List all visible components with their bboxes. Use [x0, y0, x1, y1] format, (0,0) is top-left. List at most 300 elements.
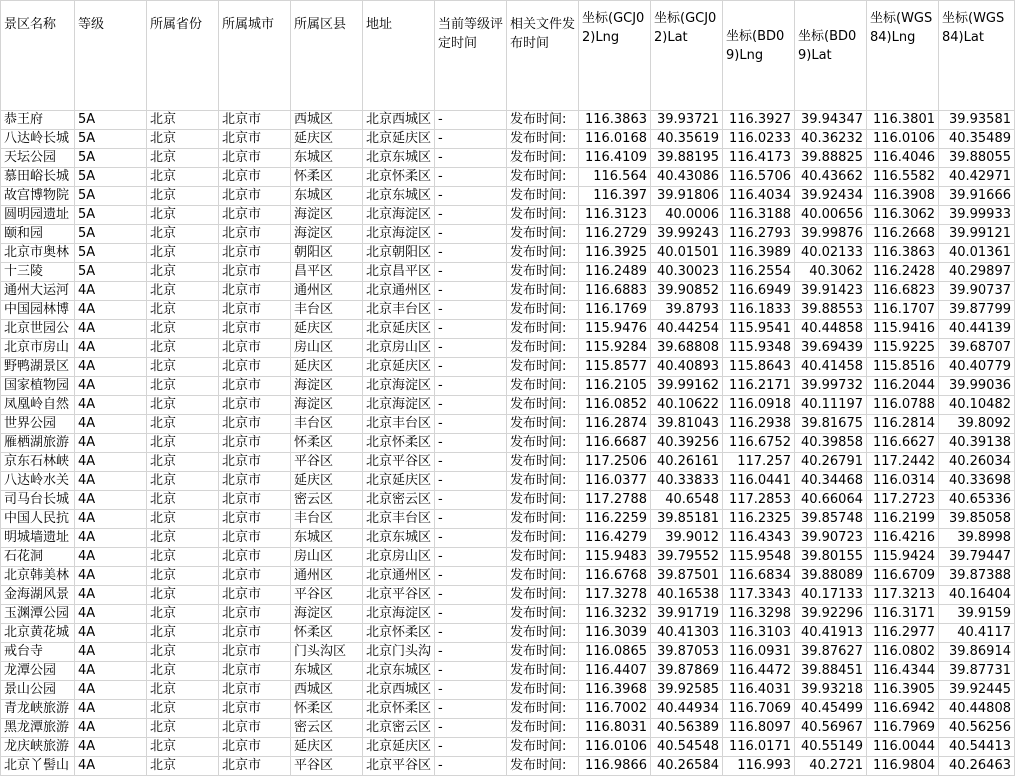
header-cell-wgs84-lng[interactable]: 坐标(WGS84)Lng: [867, 1, 939, 111]
cell-district[interactable]: 昌平区: [291, 263, 363, 282]
cell-rating-time[interactable]: -: [435, 681, 507, 700]
cell-name[interactable]: 龙庆峡旅游: [1, 738, 75, 757]
cell-gcj02-lat[interactable]: 39.93721: [651, 111, 723, 130]
cell-wgs84-lat[interactable]: 40.33698: [939, 472, 1015, 491]
cell-address[interactable]: 北京平谷区: [363, 453, 435, 472]
cell-city[interactable]: 北京市: [219, 187, 291, 206]
cell-wgs84-lat[interactable]: 40.44808: [939, 700, 1015, 719]
cell-district[interactable]: 怀柔区: [291, 168, 363, 187]
cell-gcj02-lat[interactable]: 40.54548: [651, 738, 723, 757]
cell-district[interactable]: 东城区: [291, 187, 363, 206]
cell-level[interactable]: 4A: [75, 377, 147, 396]
cell-rating-time[interactable]: -: [435, 738, 507, 757]
cell-gcj02-lng[interactable]: 115.9284: [579, 339, 651, 358]
cell-wgs84-lng[interactable]: 117.3213: [867, 586, 939, 605]
cell-bd09-lat[interactable]: 39.93218: [795, 681, 867, 700]
cell-city[interactable]: 北京市: [219, 339, 291, 358]
cell-publish-time[interactable]: 发布时间:: [507, 453, 579, 472]
cell-wgs84-lat[interactable]: 40.35489: [939, 130, 1015, 149]
cell-name[interactable]: 北京市奥林: [1, 244, 75, 263]
cell-rating-time[interactable]: -: [435, 358, 507, 377]
cell-bd09-lng[interactable]: 117.257: [723, 453, 795, 472]
cell-province[interactable]: 北京: [147, 415, 219, 434]
cell-province[interactable]: 北京: [147, 130, 219, 149]
cell-publish-time[interactable]: 发布时间:: [507, 225, 579, 244]
cell-wgs84-lat[interactable]: 40.44139: [939, 320, 1015, 339]
cell-city[interactable]: 北京市: [219, 624, 291, 643]
cell-publish-time[interactable]: 发布时间:: [507, 643, 579, 662]
cell-wgs84-lng[interactable]: 116.3863: [867, 244, 939, 263]
cell-rating-time[interactable]: -: [435, 111, 507, 130]
header-cell-gcj02-lng[interactable]: 坐标(GCJ02)Lng: [579, 1, 651, 111]
cell-name[interactable]: 八达岭水关: [1, 472, 75, 491]
cell-name[interactable]: 雁栖湖旅游: [1, 434, 75, 453]
cell-name[interactable]: 北京丫髻山: [1, 757, 75, 776]
cell-bd09-lng[interactable]: 116.0171: [723, 738, 795, 757]
cell-province[interactable]: 北京: [147, 662, 219, 681]
cell-publish-time[interactable]: 发布时间:: [507, 757, 579, 776]
cell-bd09-lng[interactable]: 116.2938: [723, 415, 795, 434]
cell-gcj02-lng[interactable]: 116.564: [579, 168, 651, 187]
cell-rating-time[interactable]: -: [435, 643, 507, 662]
cell-wgs84-lng[interactable]: 115.9424: [867, 548, 939, 567]
cell-publish-time[interactable]: 发布时间:: [507, 301, 579, 320]
cell-wgs84-lng[interactable]: 116.3908: [867, 187, 939, 206]
cell-rating-time[interactable]: -: [435, 586, 507, 605]
cell-address[interactable]: 北京门头沟: [363, 643, 435, 662]
cell-gcj02-lng[interactable]: 116.3232: [579, 605, 651, 624]
header-cell-district[interactable]: 所属区县: [291, 1, 363, 111]
cell-bd09-lng[interactable]: 116.2171: [723, 377, 795, 396]
cell-level[interactable]: 4A: [75, 396, 147, 415]
cell-gcj02-lng[interactable]: 116.2489: [579, 263, 651, 282]
cell-bd09-lng[interactable]: 115.9348: [723, 339, 795, 358]
cell-district[interactable]: 海淀区: [291, 225, 363, 244]
cell-district[interactable]: 通州区: [291, 282, 363, 301]
header-cell-level[interactable]: 等级: [75, 1, 147, 111]
cell-gcj02-lat[interactable]: 39.92585: [651, 681, 723, 700]
cell-level[interactable]: 4A: [75, 567, 147, 586]
cell-wgs84-lat[interactable]: 39.90737: [939, 282, 1015, 301]
cell-bd09-lng[interactable]: 116.993: [723, 757, 795, 776]
cell-bd09-lat[interactable]: 40.43662: [795, 168, 867, 187]
cell-province[interactable]: 北京: [147, 757, 219, 776]
cell-gcj02-lng[interactable]: 117.3278: [579, 586, 651, 605]
cell-province[interactable]: 北京: [147, 168, 219, 187]
cell-rating-time[interactable]: -: [435, 282, 507, 301]
cell-bd09-lat[interactable]: 39.88089: [795, 567, 867, 586]
cell-rating-time[interactable]: -: [435, 339, 507, 358]
cell-publish-time[interactable]: 发布时间:: [507, 263, 579, 282]
cell-district[interactable]: 延庆区: [291, 472, 363, 491]
cell-publish-time[interactable]: 发布时间:: [507, 510, 579, 529]
cell-name[interactable]: 龙潭公园: [1, 662, 75, 681]
cell-name[interactable]: 司马台长城: [1, 491, 75, 510]
cell-gcj02-lat[interactable]: 40.40893: [651, 358, 723, 377]
cell-bd09-lat[interactable]: 40.41458: [795, 358, 867, 377]
cell-wgs84-lng[interactable]: 116.4344: [867, 662, 939, 681]
cell-name[interactable]: 颐和园: [1, 225, 75, 244]
cell-bd09-lng[interactable]: 116.6752: [723, 434, 795, 453]
cell-publish-time[interactable]: 发布时间:: [507, 206, 579, 225]
cell-address[interactable]: 北京西城区: [363, 111, 435, 130]
cell-wgs84-lat[interactable]: 39.87388: [939, 567, 1015, 586]
cell-publish-time[interactable]: 发布时间:: [507, 491, 579, 510]
cell-gcj02-lng[interactable]: 116.3863: [579, 111, 651, 130]
cell-city[interactable]: 北京市: [219, 396, 291, 415]
cell-province[interactable]: 北京: [147, 434, 219, 453]
cell-name[interactable]: 京东石林峡: [1, 453, 75, 472]
cell-bd09-lng[interactable]: 116.4034: [723, 187, 795, 206]
cell-province[interactable]: 北京: [147, 738, 219, 757]
cell-publish-time[interactable]: 发布时间:: [507, 111, 579, 130]
cell-level[interactable]: 4A: [75, 358, 147, 377]
cell-wgs84-lat[interactable]: 39.79447: [939, 548, 1015, 567]
header-cell-rating-time[interactable]: 当前等级评定时间: [435, 1, 507, 111]
cell-district[interactable]: 延庆区: [291, 130, 363, 149]
cell-publish-time[interactable]: 发布时间:: [507, 358, 579, 377]
cell-publish-time[interactable]: 发布时间:: [507, 282, 579, 301]
cell-wgs84-lat[interactable]: 39.99036: [939, 377, 1015, 396]
cell-gcj02-lat[interactable]: 39.68808: [651, 339, 723, 358]
cell-province[interactable]: 北京: [147, 244, 219, 263]
cell-wgs84-lng[interactable]: 117.2723: [867, 491, 939, 510]
cell-name[interactable]: 北京市房山: [1, 339, 75, 358]
cell-province[interactable]: 北京: [147, 111, 219, 130]
cell-gcj02-lat[interactable]: 40.16538: [651, 586, 723, 605]
cell-district[interactable]: 东城区: [291, 662, 363, 681]
cell-publish-time[interactable]: 发布时间:: [507, 339, 579, 358]
cell-gcj02-lng[interactable]: 116.0106: [579, 738, 651, 757]
header-cell-wgs84-lat[interactable]: 坐标(WGS84)Lat: [939, 1, 1015, 111]
cell-bd09-lng[interactable]: 117.2853: [723, 491, 795, 510]
cell-district[interactable]: 延庆区: [291, 358, 363, 377]
cell-wgs84-lng[interactable]: 116.3062: [867, 206, 939, 225]
cell-name[interactable]: 通州大运河: [1, 282, 75, 301]
cell-gcj02-lng[interactable]: 116.2259: [579, 510, 651, 529]
cell-bd09-lng[interactable]: 116.1833: [723, 301, 795, 320]
cell-gcj02-lat[interactable]: 39.90852: [651, 282, 723, 301]
cell-city[interactable]: 北京市: [219, 700, 291, 719]
cell-district[interactable]: 西城区: [291, 681, 363, 700]
cell-rating-time[interactable]: -: [435, 700, 507, 719]
cell-address[interactable]: 北京海淀区: [363, 605, 435, 624]
cell-address[interactable]: 北京房山区: [363, 339, 435, 358]
cell-wgs84-lng[interactable]: 116.1707: [867, 301, 939, 320]
cell-gcj02-lat[interactable]: 40.10622: [651, 396, 723, 415]
cell-level[interactable]: 5A: [75, 244, 147, 263]
cell-bd09-lng[interactable]: 116.8097: [723, 719, 795, 738]
cell-rating-time[interactable]: -: [435, 605, 507, 624]
cell-wgs84-lat[interactable]: 39.68707: [939, 339, 1015, 358]
cell-bd09-lat[interactable]: 39.92434: [795, 187, 867, 206]
cell-wgs84-lng[interactable]: 116.3905: [867, 681, 939, 700]
cell-district[interactable]: 密云区: [291, 491, 363, 510]
cell-gcj02-lat[interactable]: 40.33833: [651, 472, 723, 491]
cell-wgs84-lat[interactable]: 40.54413: [939, 738, 1015, 757]
cell-city[interactable]: 北京市: [219, 548, 291, 567]
cell-gcj02-lat[interactable]: 39.91719: [651, 605, 723, 624]
cell-name[interactable]: 八达岭长城: [1, 130, 75, 149]
cell-province[interactable]: 北京: [147, 624, 219, 643]
cell-city[interactable]: 北京市: [219, 244, 291, 263]
header-cell-bd09-lng[interactable]: 坐标(BD09)Lng: [723, 1, 795, 111]
cell-name[interactable]: 北京世园公: [1, 320, 75, 339]
cell-address[interactable]: 北京昌平区: [363, 263, 435, 282]
cell-wgs84-lat[interactable]: 40.10482: [939, 396, 1015, 415]
cell-rating-time[interactable]: -: [435, 567, 507, 586]
cell-bd09-lng[interactable]: 116.0233: [723, 130, 795, 149]
cell-name[interactable]: 青龙峡旅游: [1, 700, 75, 719]
cell-level[interactable]: 4A: [75, 434, 147, 453]
cell-district[interactable]: 海淀区: [291, 605, 363, 624]
cell-bd09-lng[interactable]: 116.6834: [723, 567, 795, 586]
cell-province[interactable]: 北京: [147, 206, 219, 225]
cell-city[interactable]: 北京市: [219, 130, 291, 149]
cell-level[interactable]: 4A: [75, 719, 147, 738]
cell-rating-time[interactable]: -: [435, 510, 507, 529]
cell-bd09-lat[interactable]: 39.85748: [795, 510, 867, 529]
cell-address[interactable]: 北京丰台区: [363, 510, 435, 529]
cell-district[interactable]: 通州区: [291, 567, 363, 586]
cell-district[interactable]: 怀柔区: [291, 700, 363, 719]
cell-bd09-lat[interactable]: 39.81675: [795, 415, 867, 434]
cell-province[interactable]: 北京: [147, 567, 219, 586]
cell-rating-time[interactable]: -: [435, 263, 507, 282]
cell-address[interactable]: 北京通州区: [363, 567, 435, 586]
cell-publish-time[interactable]: 发布时间:: [507, 130, 579, 149]
cell-gcj02-lng[interactable]: 116.0865: [579, 643, 651, 662]
cell-province[interactable]: 北京: [147, 548, 219, 567]
cell-name[interactable]: 景山公园: [1, 681, 75, 700]
cell-address[interactable]: 北京通州区: [363, 282, 435, 301]
cell-wgs84-lat[interactable]: 39.8998: [939, 529, 1015, 548]
cell-city[interactable]: 北京市: [219, 529, 291, 548]
cell-publish-time[interactable]: 发布时间:: [507, 567, 579, 586]
cell-province[interactable]: 北京: [147, 263, 219, 282]
cell-level[interactable]: 4A: [75, 415, 147, 434]
cell-gcj02-lat[interactable]: 40.26161: [651, 453, 723, 472]
cell-level[interactable]: 4A: [75, 624, 147, 643]
cell-district[interactable]: 延庆区: [291, 320, 363, 339]
cell-city[interactable]: 北京市: [219, 320, 291, 339]
cell-rating-time[interactable]: -: [435, 415, 507, 434]
cell-wgs84-lat[interactable]: 40.56256: [939, 719, 1015, 738]
cell-bd09-lat[interactable]: 39.99876: [795, 225, 867, 244]
cell-city[interactable]: 北京市: [219, 358, 291, 377]
cell-bd09-lng[interactable]: 116.3103: [723, 624, 795, 643]
cell-address[interactable]: 北京海淀区: [363, 377, 435, 396]
cell-wgs84-lat[interactable]: 39.8092: [939, 415, 1015, 434]
cell-bd09-lat[interactable]: 39.80155: [795, 548, 867, 567]
cell-province[interactable]: 北京: [147, 472, 219, 491]
header-cell-city[interactable]: 所属城市: [219, 1, 291, 111]
cell-rating-time[interactable]: -: [435, 149, 507, 168]
cell-bd09-lng[interactable]: 116.3298: [723, 605, 795, 624]
cell-address[interactable]: 北京海淀区: [363, 225, 435, 244]
cell-level[interactable]: 4A: [75, 491, 147, 510]
cell-bd09-lng[interactable]: 116.2325: [723, 510, 795, 529]
cell-bd09-lat[interactable]: 39.94347: [795, 111, 867, 130]
cell-rating-time[interactable]: -: [435, 491, 507, 510]
cell-gcj02-lat[interactable]: 39.85181: [651, 510, 723, 529]
cell-gcj02-lat[interactable]: 39.9012: [651, 529, 723, 548]
cell-address[interactable]: 北京海淀区: [363, 206, 435, 225]
cell-level[interactable]: 4A: [75, 662, 147, 681]
cell-level[interactable]: 5A: [75, 111, 147, 130]
cell-level[interactable]: 4A: [75, 681, 147, 700]
cell-wgs84-lng[interactable]: 116.0802: [867, 643, 939, 662]
cell-province[interactable]: 北京: [147, 282, 219, 301]
cell-publish-time[interactable]: 发布时间:: [507, 738, 579, 757]
cell-wgs84-lng[interactable]: 116.0106: [867, 130, 939, 149]
cell-name[interactable]: 世界公园: [1, 415, 75, 434]
cell-address[interactable]: 北京延庆区: [363, 358, 435, 377]
header-cell-publish-time[interactable]: 相关文件发布时间: [507, 1, 579, 111]
cell-gcj02-lng[interactable]: 116.3123: [579, 206, 651, 225]
cell-address[interactable]: 北京密云区: [363, 719, 435, 738]
cell-bd09-lat[interactable]: 39.91423: [795, 282, 867, 301]
cell-wgs84-lat[interactable]: 39.87731: [939, 662, 1015, 681]
cell-province[interactable]: 北京: [147, 586, 219, 605]
cell-level[interactable]: 5A: [75, 149, 147, 168]
cell-publish-time[interactable]: 发布时间:: [507, 244, 579, 263]
cell-wgs84-lat[interactable]: 40.01361: [939, 244, 1015, 263]
cell-gcj02-lat[interactable]: 39.8793: [651, 301, 723, 320]
cell-address[interactable]: 北京平谷区: [363, 586, 435, 605]
cell-gcj02-lng[interactable]: 117.2506: [579, 453, 651, 472]
cell-gcj02-lat[interactable]: 39.99243: [651, 225, 723, 244]
cell-province[interactable]: 北京: [147, 225, 219, 244]
cell-city[interactable]: 北京市: [219, 111, 291, 130]
cell-address[interactable]: 北京怀柔区: [363, 700, 435, 719]
cell-name[interactable]: 金海湖风景: [1, 586, 75, 605]
cell-rating-time[interactable]: -: [435, 396, 507, 415]
cell-district[interactable]: 东城区: [291, 529, 363, 548]
cell-gcj02-lng[interactable]: 116.397: [579, 187, 651, 206]
cell-wgs84-lng[interactable]: 116.0314: [867, 472, 939, 491]
cell-bd09-lng[interactable]: 116.6949: [723, 282, 795, 301]
cell-address[interactable]: 北京东城区: [363, 529, 435, 548]
cell-publish-time[interactable]: 发布时间:: [507, 719, 579, 738]
cell-gcj02-lng[interactable]: 117.2788: [579, 491, 651, 510]
cell-wgs84-lat[interactable]: 39.91666: [939, 187, 1015, 206]
cell-level[interactable]: 4A: [75, 586, 147, 605]
cell-address[interactable]: 北京东城区: [363, 149, 435, 168]
cell-city[interactable]: 北京市: [219, 643, 291, 662]
cell-publish-time[interactable]: 发布时间:: [507, 529, 579, 548]
cell-level[interactable]: 4A: [75, 643, 147, 662]
cell-district[interactable]: 西城区: [291, 111, 363, 130]
cell-province[interactable]: 北京: [147, 320, 219, 339]
cell-province[interactable]: 北京: [147, 377, 219, 396]
cell-province[interactable]: 北京: [147, 187, 219, 206]
cell-bd09-lng[interactable]: 116.4472: [723, 662, 795, 681]
cell-address[interactable]: 北京房山区: [363, 548, 435, 567]
cell-bd09-lng[interactable]: 116.3188: [723, 206, 795, 225]
cell-city[interactable]: 北京市: [219, 377, 291, 396]
cell-bd09-lat[interactable]: 39.88451: [795, 662, 867, 681]
cell-gcj02-lat[interactable]: 40.44254: [651, 320, 723, 339]
cell-city[interactable]: 北京市: [219, 206, 291, 225]
cell-district[interactable]: 怀柔区: [291, 624, 363, 643]
cell-wgs84-lat[interactable]: 40.39138: [939, 434, 1015, 453]
cell-district[interactable]: 海淀区: [291, 206, 363, 225]
cell-city[interactable]: 北京市: [219, 681, 291, 700]
cell-address[interactable]: 北京朝阳区: [363, 244, 435, 263]
cell-level[interactable]: 4A: [75, 757, 147, 776]
cell-name[interactable]: 戒台寺: [1, 643, 75, 662]
cell-bd09-lat[interactable]: 39.88825: [795, 149, 867, 168]
cell-wgs84-lat[interactable]: 39.92445: [939, 681, 1015, 700]
cell-wgs84-lng[interactable]: 116.6709: [867, 567, 939, 586]
cell-wgs84-lng[interactable]: 116.3801: [867, 111, 939, 130]
cell-wgs84-lat[interactable]: 39.88055: [939, 149, 1015, 168]
cell-province[interactable]: 北京: [147, 491, 219, 510]
cell-name[interactable]: 北京韩美林: [1, 567, 75, 586]
cell-bd09-lat[interactable]: 40.45499: [795, 700, 867, 719]
cell-gcj02-lat[interactable]: 39.91806: [651, 187, 723, 206]
cell-province[interactable]: 北京: [147, 681, 219, 700]
cell-gcj02-lat[interactable]: 39.87869: [651, 662, 723, 681]
cell-wgs84-lng[interactable]: 115.9416: [867, 320, 939, 339]
cell-address[interactable]: 北京东城区: [363, 187, 435, 206]
cell-wgs84-lat[interactable]: 40.26034: [939, 453, 1015, 472]
cell-city[interactable]: 北京市: [219, 149, 291, 168]
cell-province[interactable]: 北京: [147, 358, 219, 377]
cell-level[interactable]: 4A: [75, 510, 147, 529]
cell-rating-time[interactable]: -: [435, 225, 507, 244]
cell-bd09-lat[interactable]: 39.92296: [795, 605, 867, 624]
cell-publish-time[interactable]: 发布时间:: [507, 168, 579, 187]
cell-district[interactable]: 房山区: [291, 548, 363, 567]
cell-bd09-lat[interactable]: 40.34468: [795, 472, 867, 491]
cell-gcj02-lat[interactable]: 40.6548: [651, 491, 723, 510]
cell-wgs84-lng[interactable]: 116.2044: [867, 377, 939, 396]
cell-province[interactable]: 北京: [147, 700, 219, 719]
cell-rating-time[interactable]: -: [435, 662, 507, 681]
cell-publish-time[interactable]: 发布时间:: [507, 149, 579, 168]
cell-bd09-lng[interactable]: 116.7069: [723, 700, 795, 719]
cell-province[interactable]: 北京: [147, 510, 219, 529]
cell-name[interactable]: 慕田峪长城: [1, 168, 75, 187]
cell-name[interactable]: 国家植物园: [1, 377, 75, 396]
cell-bd09-lat[interactable]: 40.3062: [795, 263, 867, 282]
cell-wgs84-lat[interactable]: 40.40779: [939, 358, 1015, 377]
cell-publish-time[interactable]: 发布时间:: [507, 586, 579, 605]
cell-rating-time[interactable]: -: [435, 548, 507, 567]
cell-address[interactable]: 北京丰台区: [363, 301, 435, 320]
cell-wgs84-lat[interactable]: 39.9159: [939, 605, 1015, 624]
cell-district[interactable]: 密云区: [291, 719, 363, 738]
cell-bd09-lng[interactable]: 115.9548: [723, 548, 795, 567]
cell-wgs84-lng[interactable]: 116.2977: [867, 624, 939, 643]
cell-province[interactable]: 北京: [147, 453, 219, 472]
cell-city[interactable]: 北京市: [219, 168, 291, 187]
cell-wgs84-lng[interactable]: 116.5582: [867, 168, 939, 187]
cell-wgs84-lng[interactable]: 116.9804: [867, 757, 939, 776]
cell-wgs84-lng[interactable]: 116.4046: [867, 149, 939, 168]
cell-wgs84-lat[interactable]: 39.99933: [939, 206, 1015, 225]
cell-wgs84-lng[interactable]: 116.2428: [867, 263, 939, 282]
cell-city[interactable]: 北京市: [219, 491, 291, 510]
cell-rating-time[interactable]: -: [435, 472, 507, 491]
cell-wgs84-lat[interactable]: 40.16404: [939, 586, 1015, 605]
cell-bd09-lat[interactable]: 40.44858: [795, 320, 867, 339]
cell-address[interactable]: 北京东城区: [363, 662, 435, 681]
cell-bd09-lat[interactable]: 39.87627: [795, 643, 867, 662]
cell-bd09-lng[interactable]: 116.4343: [723, 529, 795, 548]
